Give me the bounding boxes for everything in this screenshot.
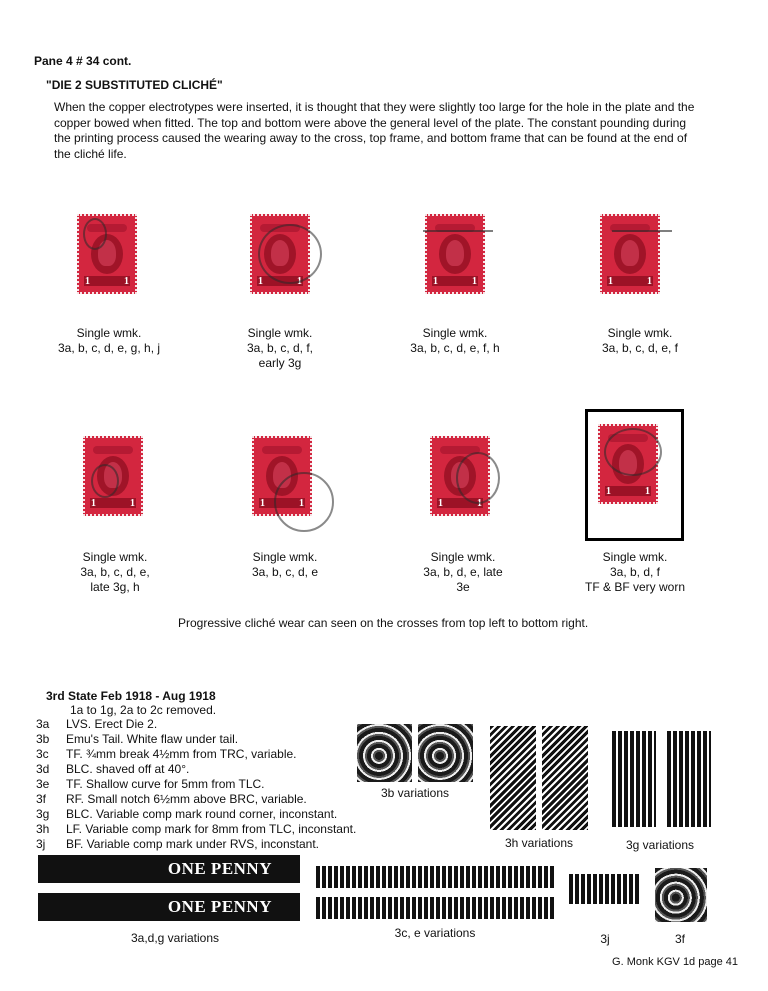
state-heading: 3rd State Feb 1918 - Aug 1918 xyxy=(46,689,216,703)
label-3j: 3j xyxy=(600,932,610,946)
postmark xyxy=(258,224,322,284)
enlargement-3ce-a xyxy=(316,866,556,888)
postmark xyxy=(91,464,119,498)
stamp-1-caption: Single wmk. 3a, b, c, d, e, g, h, j xyxy=(57,326,161,355)
variety-row: 3e TF. Shallow curve for 5mm from TLC. xyxy=(36,777,265,791)
stamp-3-caption: Single wmk. 3a, b, c, d, e, f, h xyxy=(410,326,500,355)
postmark xyxy=(83,218,107,250)
stamp-4-caption: Single wmk. 3a, b, c, d, e, f xyxy=(601,326,679,355)
variety-row: 3c TF. ¾mm break 4½mm from TRC, variable. xyxy=(36,747,297,761)
stamp-4: 1 1 xyxy=(600,214,660,294)
stamp-6: 1 1 xyxy=(252,436,312,516)
enlargement-3f xyxy=(655,868,707,922)
variety-row: 3h LF. Variable comp mark for 8mm from TLC, inconstant. xyxy=(36,822,357,836)
enlargement-3g-a xyxy=(612,731,656,827)
enlargement-3g-b xyxy=(667,731,711,827)
label-3h: 3h variations xyxy=(504,836,574,850)
variety-row: 3d BLC. shaved off at 40°. xyxy=(36,762,190,776)
label-3f: 3f xyxy=(674,932,685,946)
postmark xyxy=(274,472,334,532)
variety-row: 3g BLC. Variable comp mark round corner, inconstant. xyxy=(36,807,338,821)
label-3b: 3b variations xyxy=(380,786,450,800)
postmark xyxy=(423,230,493,232)
stamp-8: 1 1 xyxy=(598,424,658,504)
enlargement-3b-b xyxy=(418,724,473,782)
enlargement-3b-a xyxy=(357,724,412,782)
stamp-5: 1 1 xyxy=(83,436,143,516)
variety-row: 3f RF. Small notch 6½mm above BRC, variable. xyxy=(36,792,307,806)
stamp-7: 1 1 xyxy=(430,436,490,516)
variety-row: 3j BF. Variable comp mark under RVS, inconstant. xyxy=(36,837,320,851)
enlargement-3adg-a: ONE PENNY xyxy=(38,855,300,883)
pane-heading: Pane 4 # 34 cont. xyxy=(34,54,132,68)
postmark xyxy=(604,428,662,476)
enlargement-3ce-b xyxy=(316,897,556,919)
progressive-note: Progressive cliché wear can seen on the crosses from top left to bottom right. xyxy=(178,616,589,630)
stamp-7-caption: Single wmk. 3a, b, d, e, late 3e xyxy=(423,550,503,594)
label-3g: 3g variations xyxy=(625,838,695,852)
enlargement-3h-a xyxy=(490,726,536,830)
removed-note: 1a to 1g, 2a to 2c removed. xyxy=(70,703,217,717)
intro-paragraph: When the copper electrotypes were inserted, it is thought that they were slightly too large for the hole in the plate and the copper bowed when fitted. The top and bottom were above the general level of the plate. The constant pounding during the printing process caused the wearing away to the cross, top frame, and bottom frame that can be found at the end of the cliché life. xyxy=(54,100,695,161)
variety-row: 3a LVS. Erect Die 2. xyxy=(36,717,158,731)
label-3ce: 3c, e variations xyxy=(394,926,476,940)
page-footer: G. Monk KGV 1d page 41 xyxy=(612,956,738,968)
stamp-2: 1 1 xyxy=(250,214,310,294)
enlargement-3adg-b: ONE PENNY xyxy=(38,893,300,921)
stamp-8-caption: Single wmk. 3a, b, d, f TF & BF very worn xyxy=(584,550,685,594)
variety-row: 3b Emu's Tail. White flaw under tail. xyxy=(36,732,239,746)
stamp-3: 1 1 xyxy=(425,214,485,294)
stamp-1: 1 1 xyxy=(77,214,137,294)
postmark xyxy=(612,230,672,232)
enlargement-3h-b xyxy=(542,726,588,830)
page-title: "DIE 2 SUBSTITUTED CLICHÉ" xyxy=(46,78,223,92)
stamp-6-caption: Single wmk. 3a, b, c, d, e xyxy=(251,550,319,579)
enlargement-3j xyxy=(569,874,641,904)
stamp-5-caption: Single wmk. 3a, b, c, d, e, late 3g, h xyxy=(80,550,150,594)
postmark xyxy=(456,452,500,504)
stamp-2-caption: Single wmk. 3a, b, c, d, f, early 3g xyxy=(246,326,314,370)
label-3adg: 3a,d,g variations xyxy=(130,931,220,945)
